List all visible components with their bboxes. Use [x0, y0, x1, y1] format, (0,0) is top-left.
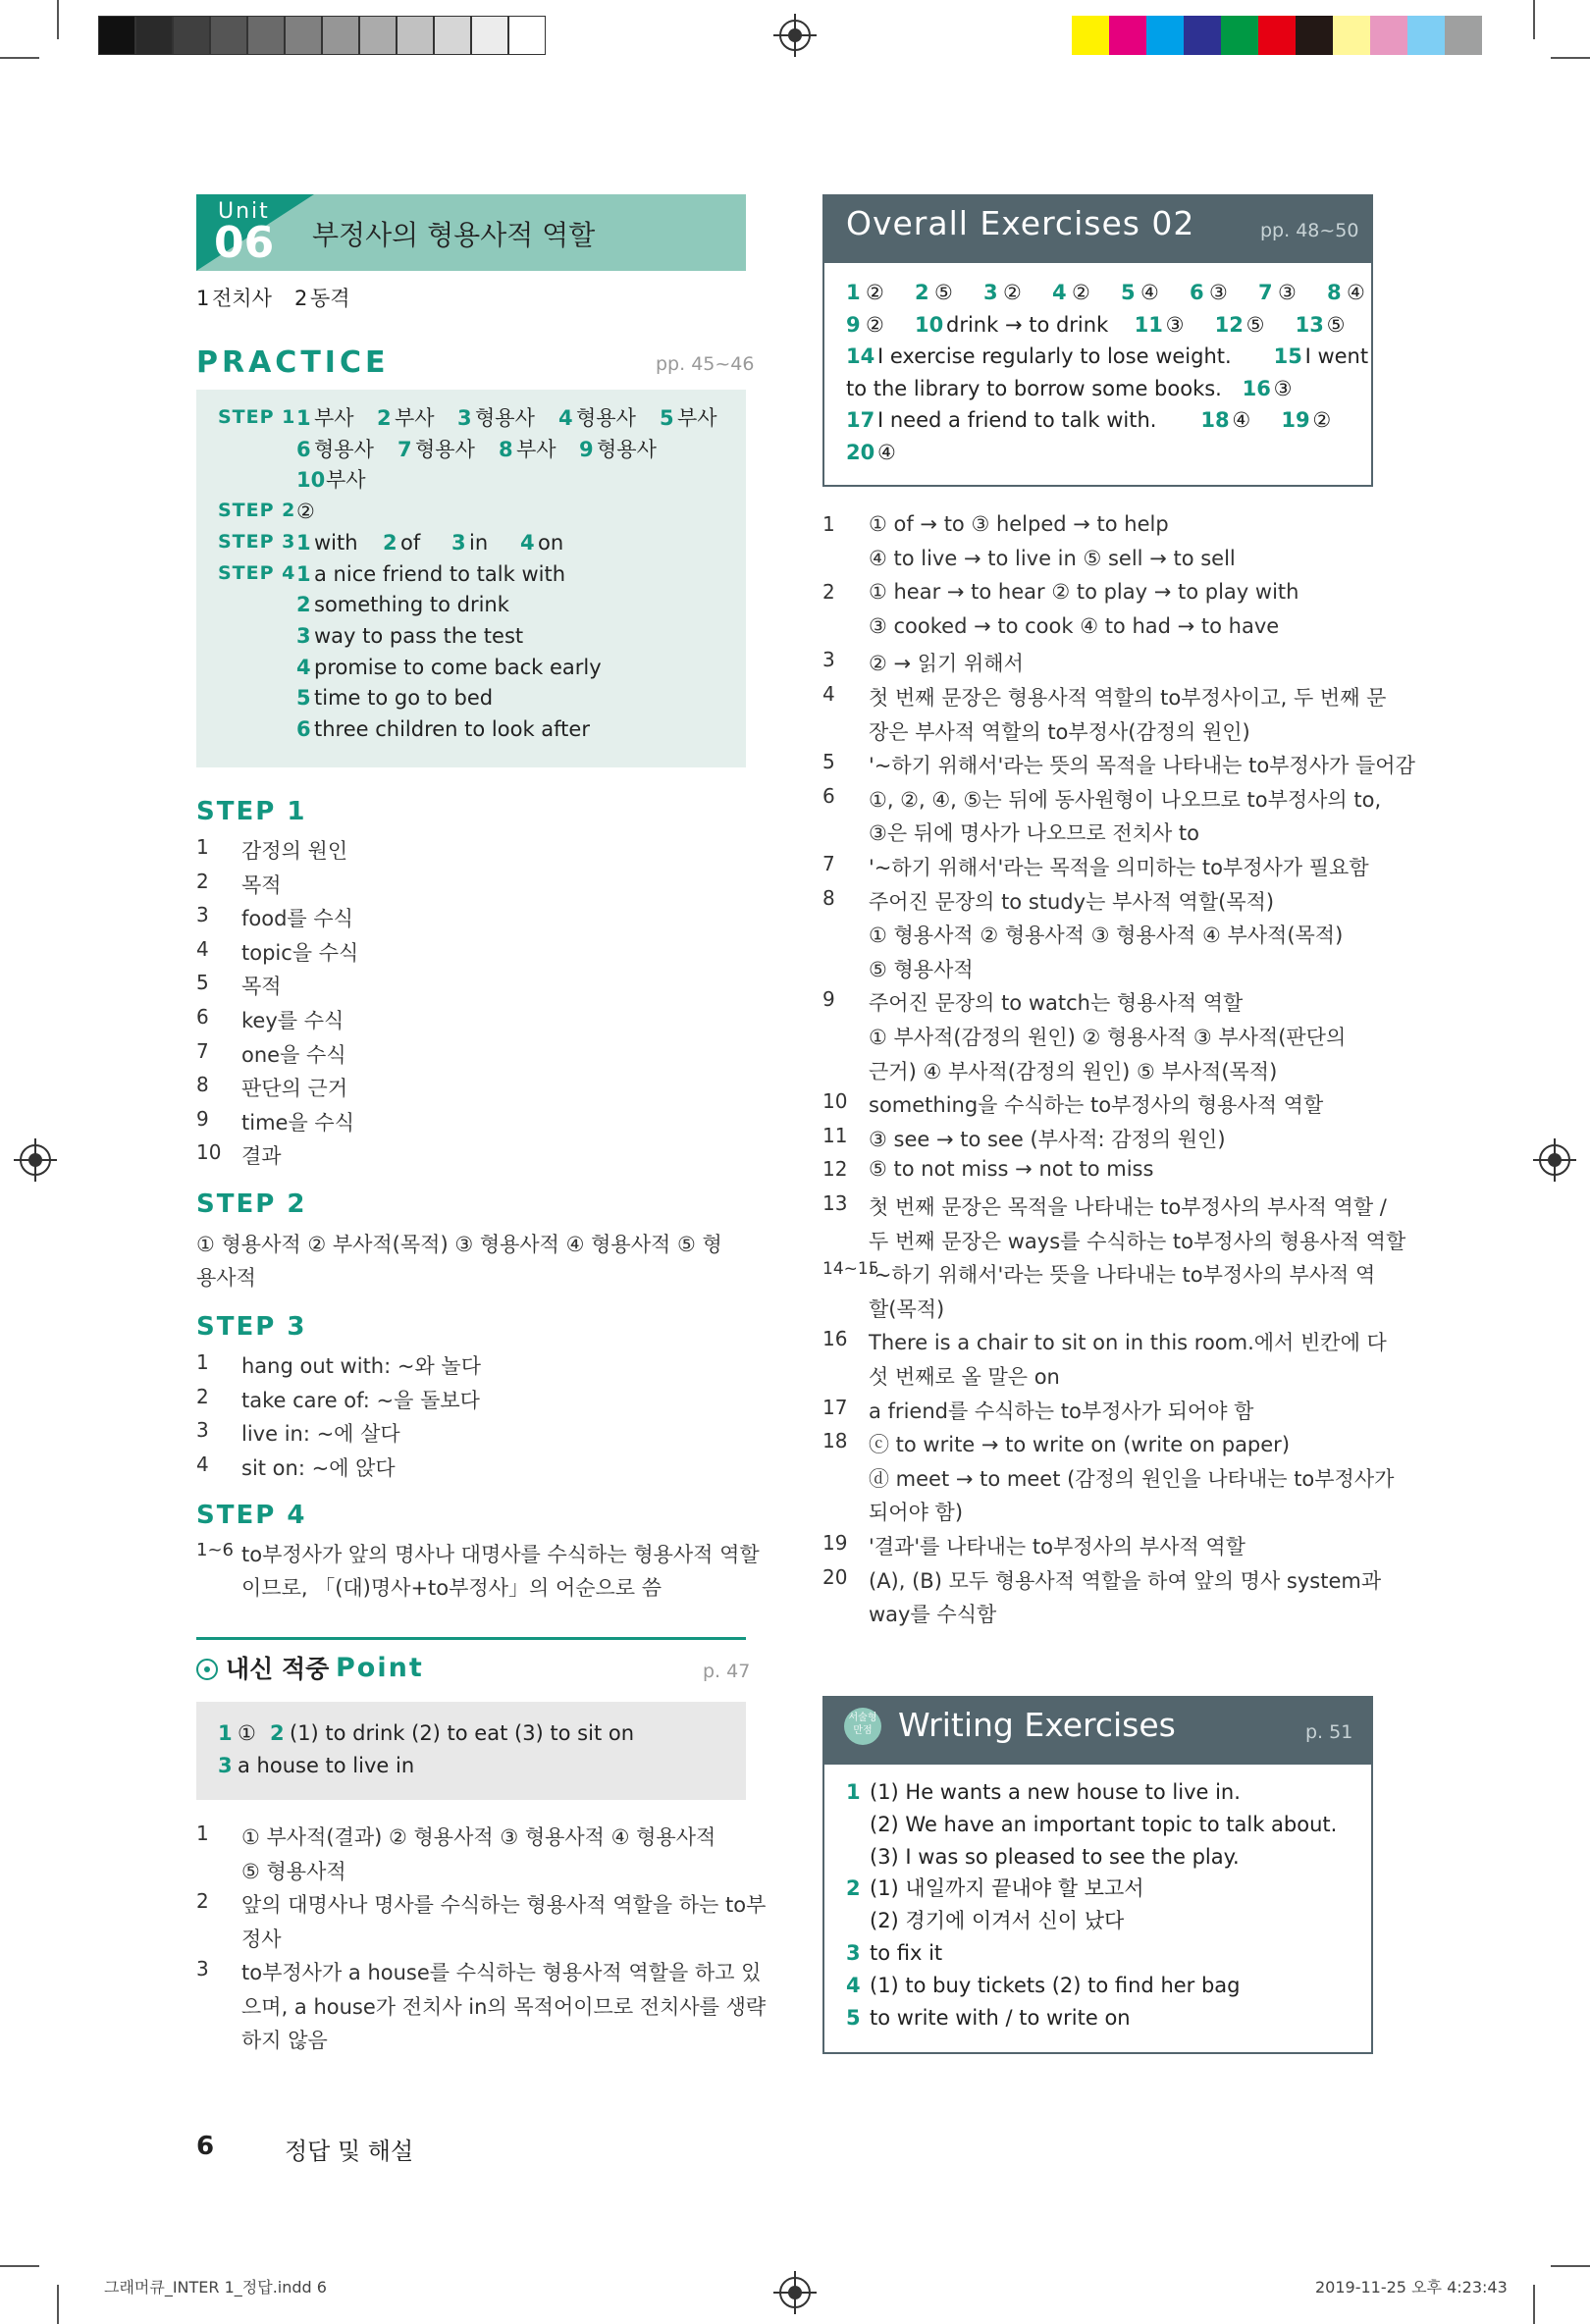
- step1-answer: key를 수식: [241, 1009, 344, 1032]
- unit-number: 06: [214, 218, 275, 268]
- practice-item-number: 4: [296, 655, 311, 679]
- step1-answer: food를 수식: [241, 907, 353, 931]
- registration-dot: [1548, 1153, 1562, 1167]
- color-swatch: [1333, 16, 1370, 55]
- step4-number: 1~6: [196, 1540, 234, 1560]
- practice-item-answer: 형용사: [415, 437, 475, 461]
- overall-answer: ⑤: [1326, 312, 1346, 337]
- overall-explanation-number: 10: [822, 1089, 848, 1114]
- overall-answer: ②: [1003, 281, 1022, 304]
- crop-mark: [0, 2265, 39, 2267]
- overall-answer-number: 14: [846, 344, 875, 368]
- point-box-number: 1: [218, 1721, 233, 1745]
- overall-explanation-number: 3: [822, 648, 835, 672]
- registration-dot: [788, 2286, 802, 2299]
- color-swatch: [1146, 16, 1184, 55]
- color-swatch: [1072, 16, 1109, 55]
- writing-answer: (1) to buy tickets (2) to find her bag: [870, 1973, 1241, 1997]
- practice-item-number: 2: [296, 593, 311, 617]
- practice-item-answer: 부사: [516, 437, 556, 461]
- overall-answer: ⑤: [1246, 312, 1265, 337]
- overall-explanation-line: ⑤ to not miss → not to miss: [869, 1157, 1154, 1182]
- step3-answer: take care of: ~을 돌보다: [241, 1388, 480, 1412]
- writing-answer: (3) I was so pleased to see the play.: [870, 1844, 1240, 1869]
- color-swatch: [1370, 16, 1407, 55]
- overall-answer-number: 18: [1200, 408, 1230, 432]
- overall-answer: ④: [1232, 408, 1251, 432]
- color-swatch: [1296, 16, 1333, 55]
- practice-item-answer: 형용사: [576, 406, 636, 430]
- overall-explanation-line: 첫 번째 문장은 목적을 나타내는 to부정사의 부사적 역할 /: [869, 1195, 1387, 1219]
- practice-item-number: 7: [398, 437, 412, 461]
- step4-line: 이므로, 「(대)명사+to부정사」의 어순으로 씀: [241, 1576, 662, 1600]
- practice-item-number: 1: [296, 530, 311, 555]
- writing-number: 5: [846, 2005, 861, 2030]
- step1-number: 6: [196, 1005, 209, 1029]
- writing-answer: (1) He wants a new house to live in.: [870, 1780, 1241, 1804]
- step1-number: 8: [196, 1073, 209, 1097]
- step2-line: 용사적: [196, 1266, 256, 1290]
- step2-line: ① 형용사적 ② 부사적(목적) ③ 형용사적 ④ 형용사적 ⑤ 형: [196, 1233, 722, 1256]
- overall-answer: to the library to borrow some books.: [846, 376, 1222, 400]
- overall-answer-number: 3: [983, 281, 998, 304]
- registration-mark: [779, 2277, 811, 2308]
- step1-answer: 결과: [241, 1144, 282, 1169]
- intro-answer: 전치사: [212, 287, 272, 310]
- overall-answer-number: 10: [915, 312, 944, 337]
- intro-number: 1: [196, 287, 210, 310]
- practice-item-number: 3: [457, 406, 472, 430]
- step3-answer: sit on: ~에 앉다: [241, 1455, 396, 1480]
- overall-explanation-line: ① of → to ③ helped → to help: [869, 512, 1169, 536]
- footer-page-number: 6: [196, 2132, 215, 2161]
- overall-explanation-line: ④ to live → to live in ⑤ sell → to sell: [869, 546, 1236, 570]
- point-item-line: 정사: [241, 1927, 282, 1951]
- step1-answer: 판단의 근거: [241, 1077, 348, 1101]
- overall-answer-number: 4: [1052, 281, 1067, 304]
- overall-explanation-line: something을 수식하는 to부정사의 형용사적 역할: [869, 1093, 1324, 1118]
- overall-answer-number: 2: [915, 281, 929, 304]
- overall-explanation-line: ① hear → to hear ② to play → to play with: [869, 580, 1299, 605]
- point-item-number: 2: [196, 1889, 209, 1913]
- writing-number: 4: [846, 1973, 861, 1997]
- practice-item-number: 2: [377, 406, 392, 430]
- gray-swatch: [359, 16, 397, 55]
- overall-answer: drink → to drink: [946, 312, 1109, 337]
- registration-mark: [779, 20, 811, 51]
- writing-answer: (1) 내일까지 끝내야 할 보고서: [870, 1876, 1144, 1901]
- practice-item-answer: with: [314, 530, 358, 555]
- practice-step-label: STEP 2: [218, 500, 296, 522]
- step3-answer: hang out with: ~와 놀다: [241, 1354, 481, 1378]
- overall-explanation-number: 11: [822, 1123, 848, 1147]
- practice-item-number: 5: [296, 686, 311, 711]
- overall-explanation-line: a friend를 수식하는 to부정사가 되어야 함: [869, 1399, 1254, 1423]
- practice-item-number: 1: [296, 561, 311, 586]
- point-item-line: to부정사가 a house를 수식하는 형용사적 역할을 하고 있: [241, 1961, 762, 1984]
- overall-answer: I went: [1304, 344, 1369, 368]
- writing-number: 1: [846, 1780, 861, 1804]
- registration-dot: [788, 28, 802, 42]
- point-divider: [196, 1637, 746, 1640]
- overall-explanation-number: 14~15: [822, 1259, 879, 1280]
- overall-explanation-line: '~하기 위해서'라는 뜻의 목적을 나타내는 to부정사가 들어감: [869, 754, 1415, 778]
- practice-item-answer: time to go to bed: [314, 686, 494, 711]
- point-box-number: 2: [270, 1721, 285, 1745]
- step1-answer: time을 수식: [241, 1110, 354, 1135]
- step1-number: 2: [196, 869, 209, 893]
- practice-item-answer: in: [469, 530, 489, 555]
- point-icon-dot: [204, 1666, 210, 1672]
- step1-answer: 목적: [241, 872, 282, 897]
- overall-answer: I exercise regularly to lose weight.: [877, 344, 1232, 368]
- overall-explanation-line: 섯 번째로 올 말은 on: [869, 1365, 1060, 1389]
- overall-explanation-line: ② → 읽기 위해서: [869, 652, 1024, 676]
- crop-mark: [0, 57, 39, 59]
- practice-item-number: 2: [383, 530, 398, 555]
- slug-file: 그래머큐_INTER 1_정답.indd 6: [104, 2278, 327, 2297]
- overall-title: Overall Exercises 02: [846, 204, 1195, 242]
- step3-number: 2: [196, 1384, 209, 1408]
- overall-answer-number: 15: [1273, 344, 1302, 368]
- step1-answer: 목적: [241, 975, 282, 999]
- overall-answer-number: 13: [1295, 312, 1324, 337]
- registration-mark: [20, 1144, 51, 1176]
- point-answer-box: [196, 1702, 746, 1800]
- writing-answer: (2) We have an important topic to talk about.: [870, 1812, 1338, 1836]
- step4-title: STEP 4: [196, 1501, 307, 1530]
- step1-answer: 감정의 원인: [241, 839, 348, 863]
- practice-step-label: STEP 4: [218, 561, 296, 584]
- step1-number: 9: [196, 1106, 209, 1131]
- point-item-line: 으며, a house가 전치사 in의 목적어이므로 전치사를 생략: [241, 1994, 767, 2019]
- practice-item-answer: 형용사: [314, 437, 374, 461]
- step3-number: 4: [196, 1452, 209, 1476]
- overall-explanation-line: 되어야 함): [869, 1501, 964, 1525]
- step3-number: 3: [196, 1418, 209, 1443]
- step2-title: STEP 2: [196, 1189, 307, 1219]
- gray-swatch: [247, 16, 285, 55]
- overall-pages: pp. 48~50: [1260, 220, 1359, 241]
- overall-explanation-number: 2: [822, 580, 835, 605]
- practice-item-answer: 부사: [314, 406, 354, 430]
- writing-answer: to fix it: [870, 1941, 943, 1965]
- overall-explanation-line: ③ see → to see (부사적: 감정의 원인): [869, 1127, 1226, 1151]
- registration-mark: [1539, 1144, 1570, 1176]
- overall-explanation-line: ⑤ 형용사적: [869, 957, 974, 981]
- practice-item-answer: of: [400, 530, 421, 555]
- overall-explanation-number: 17: [822, 1395, 848, 1419]
- practice-item-number: 3: [296, 623, 311, 648]
- step3-answer: live in: ~에 살다: [241, 1422, 400, 1447]
- overall-explanation-line: 첫 번째 문장은 형용사적 역할의 to부정사이고, 두 번째 문: [869, 686, 1387, 710]
- overall-answer: ③: [1273, 376, 1293, 400]
- point-box-answer: a house to live in: [238, 1754, 415, 1777]
- practice-item-number: 3: [451, 530, 466, 555]
- practice-item-answer: ②: [296, 500, 315, 524]
- step1-number: 7: [196, 1038, 209, 1063]
- crop-mark: [1533, 0, 1535, 39]
- point-icon: [196, 1659, 218, 1680]
- writing-title: Writing Exercises: [898, 1706, 1176, 1744]
- practice-item-number: 5: [660, 406, 674, 430]
- gray-swatch: [397, 16, 434, 55]
- practice-item-answer: a nice friend to talk with: [314, 561, 566, 586]
- step1-number: 3: [196, 903, 209, 927]
- overall-explanation-line: 장은 부사적 역할의 to부정사(감정의 원인): [869, 719, 1250, 744]
- overall-answer-number: 20: [846, 440, 875, 464]
- gray-swatch: [173, 16, 210, 55]
- registration-dot: [28, 1153, 42, 1167]
- overall-answer: ②: [1072, 281, 1090, 304]
- color-swatch: [1221, 16, 1258, 55]
- practice-item-number: 6: [296, 437, 311, 461]
- step3-number: 1: [196, 1350, 209, 1374]
- overall-explanation-line: '~하기 위해서'라는 뜻을 나타내는 to부정사의 부사적 역: [869, 1263, 1376, 1288]
- overall-explanation-number: 8: [822, 885, 835, 910]
- gray-swatch: [210, 16, 247, 55]
- overall-explanation-number: 12: [822, 1157, 848, 1182]
- practice-item-answer: 부사: [395, 406, 435, 430]
- color-swatch: [1258, 16, 1296, 55]
- step4-line: to부정사가 앞의 명사나 대명사를 수식하는 형용사적 역할: [241, 1543, 760, 1566]
- writing-answer: to write with / to write on: [870, 2005, 1131, 2030]
- writing-pages: p. 51: [1305, 1721, 1353, 1743]
- overall-explanation-number: 16: [822, 1327, 848, 1351]
- gray-swatch: [508, 16, 546, 55]
- practice-item-number: 4: [558, 406, 573, 430]
- overall-answer: ④: [1140, 281, 1159, 304]
- overall-explanation-number: 19: [822, 1531, 848, 1555]
- practice-item-number: 10: [296, 468, 326, 493]
- step1-title: STEP 1: [196, 797, 307, 826]
- color-swatch: [1109, 16, 1146, 55]
- unit-title: 부정사의 형용사적 역할: [312, 219, 596, 251]
- overall-explanation-line: 두 번째 문장은 ways를 수식하는 to부정사의 형용사적 역할: [869, 1229, 1406, 1253]
- practice-item-number: 8: [499, 437, 513, 461]
- overall-explanation-line: There is a chair to sit on in this room.에서 빈칸에 다: [869, 1331, 1387, 1355]
- overall-explanation-number: 18: [822, 1429, 848, 1453]
- point-title-kr: 내신 적중: [226, 1655, 330, 1683]
- color-swatch: [1445, 16, 1482, 55]
- overall-answer-number: 1: [846, 281, 861, 304]
- writing-number: 3: [846, 1941, 861, 1965]
- overall-answer-number: 7: [1258, 281, 1273, 304]
- overall-answer-number: 17: [846, 408, 875, 432]
- overall-answer-number: 9: [846, 312, 861, 337]
- overall-explanation-number: 7: [822, 852, 835, 875]
- gray-swatch: [135, 16, 173, 55]
- point-item-line: ① 부사적(결과) ② 형용사적 ③ 형용사적 ④ 형용사적: [241, 1825, 716, 1849]
- step1-number: 10: [196, 1140, 222, 1165]
- overall-answer-number: 16: [1242, 376, 1271, 400]
- crop-mark: [1551, 2265, 1590, 2267]
- intro-answer: 동격: [310, 287, 350, 310]
- step1-answer: one을 수식: [241, 1042, 346, 1067]
- overall-answer: ②: [866, 312, 884, 337]
- overall-answer-number: 6: [1190, 281, 1204, 304]
- practice-pages: pp. 45~46: [656, 353, 755, 375]
- practice-item-answer: something to drink: [314, 593, 509, 617]
- overall-explanation-line: 근거) ④ 부사적(감정의 원인) ⑤ 부사적(목적): [869, 1059, 1278, 1083]
- crop-mark: [57, 0, 59, 39]
- overall-explanation-line: ① 부사적(감정의 원인) ② 형용사적 ③ 부사적(판단의: [869, 1026, 1347, 1049]
- footer-label: 정답 및 해설: [285, 2138, 414, 2165]
- slug-date: 2019-11-25 오후 4:23:43: [1315, 2278, 1508, 2297]
- overall-explanation-number: 9: [822, 987, 835, 1012]
- overall-answer-number: 8: [1327, 281, 1342, 304]
- overall-explanation-line: ⓒ to write → to write on (write on paper): [869, 1433, 1291, 1457]
- writing-answer: (2) 경기에 이겨서 신이 났다: [870, 1909, 1125, 1933]
- point-item-line: 하지 않음: [241, 2029, 328, 2052]
- step1-number: 4: [196, 936, 209, 961]
- overall-answer: ②: [866, 281, 884, 304]
- overall-explanation-line: '~하기 위해서'라는 목적을 의미하는 to부정사가 필요함: [869, 856, 1369, 879]
- point-item-number: 3: [196, 1957, 209, 1981]
- point-pages: p. 47: [703, 1661, 751, 1682]
- writing-number: 2: [846, 1876, 861, 1901]
- practice-item-answer: promise to come back early: [314, 655, 602, 679]
- color-swatch: [1184, 16, 1221, 55]
- overall-answer: ④: [1347, 281, 1365, 304]
- overall-explanation-number: 5: [822, 750, 835, 774]
- color-swatch: [1407, 16, 1445, 55]
- overall-explanation-line: way를 수식함: [869, 1603, 997, 1627]
- overall-answer: ③: [1209, 281, 1228, 304]
- practice-title: PRACTICE: [196, 345, 390, 380]
- overall-explanation-line: ③은 뒤에 명사가 나오므로 전치사 to: [869, 821, 1200, 846]
- gray-swatch: [322, 16, 359, 55]
- practice-item-number: 4: [520, 530, 535, 555]
- overall-explanation-line: ① 형용사적 ② 형용사적 ③ 형용사적 ④ 부사적(목적): [869, 924, 1344, 948]
- intro-number: 2: [294, 287, 308, 310]
- writing-badge: 서술형 만점: [844, 1708, 881, 1745]
- practice-item-answer: 부사: [326, 468, 366, 493]
- unit-label: Unit: [218, 199, 270, 224]
- practice-item-number: 1: [296, 406, 311, 430]
- step3-title: STEP 3: [196, 1312, 307, 1342]
- overall-answer-number: 11: [1134, 312, 1163, 337]
- practice-item-answer: 부사: [677, 406, 717, 430]
- practice-step-label: STEP 1: [218, 406, 296, 428]
- practice-item-answer: three children to look after: [314, 717, 590, 741]
- overall-answer-number: 12: [1214, 312, 1244, 337]
- point-box-answer: ①: [238, 1721, 256, 1745]
- overall-explanation-line: 주어진 문장의 to watch는 형용사적 역할: [869, 991, 1244, 1016]
- practice-item-number: 6: [296, 717, 311, 741]
- point-item-number: 1: [196, 1822, 209, 1845]
- gray-swatch: [471, 16, 508, 55]
- overall-answer-number: 5: [1121, 281, 1136, 304]
- practice-item-number: 9: [579, 437, 594, 461]
- overall-answer: ③: [1165, 312, 1185, 337]
- overall-explanation-line: (A), (B) 모두 형용사적 역할을 하여 앞의 명사 system과: [869, 1568, 1382, 1593]
- gray-swatch: [98, 16, 135, 55]
- overall-answer-number: 19: [1281, 408, 1310, 432]
- point-item-line: 앞의 대명사나 명사를 수식하는 형용사적 역할을 하는 to부: [241, 1893, 767, 1917]
- overall-explanation-number: 13: [822, 1191, 848, 1215]
- point-box-number: 3: [218, 1754, 233, 1777]
- practice-item-answer: 형용사: [475, 406, 535, 430]
- step1-answer: topic을 수식: [241, 940, 359, 965]
- overall-answer: ④: [877, 440, 896, 464]
- crop-mark: [57, 2285, 59, 2324]
- overall-explanation-line: 할(목적): [869, 1296, 945, 1321]
- overall-explanation-line: ⓓ meet → to meet (감정의 원인을 나타내는 to부정사가: [869, 1466, 1395, 1491]
- gray-swatch: [434, 16, 471, 55]
- crop-mark: [1551, 57, 1590, 59]
- overall-explanation-number: 20: [822, 1564, 848, 1589]
- overall-answer: ③: [1278, 281, 1297, 304]
- step1-number: 5: [196, 971, 209, 995]
- overall-explanation-number: 4: [822, 682, 835, 706]
- overall-explanation-line: '결과'를 나타내는 to부정사의 부사적 역할: [869, 1535, 1246, 1558]
- overall-explanation-line: ③ cooked → to cook ④ to had → to have: [869, 613, 1280, 638]
- overall-explanation-line: ①, ②, ④, ⑤는 뒤에 동사원형이 나오므로 to부정사의 to,: [869, 787, 1382, 812]
- overall-answer: ②: [1312, 408, 1332, 432]
- gray-swatch: [285, 16, 322, 55]
- practice-step-label: STEP 3: [218, 530, 296, 553]
- overall-explanation-number: 6: [822, 783, 835, 808]
- point-box-answer: (1) to drink (2) to eat (3) to sit on: [290, 1721, 635, 1745]
- point-title-en: Point: [336, 1653, 424, 1683]
- practice-item-answer: 형용사: [597, 437, 657, 461]
- practice-item-answer: on: [538, 530, 564, 555]
- overall-answer: I need a friend to talk with.: [877, 408, 1157, 432]
- overall-answer: ⑤: [934, 281, 953, 304]
- step1-number: 1: [196, 835, 209, 859]
- overall-explanation-number: 1: [822, 512, 835, 536]
- crop-mark: [1533, 2285, 1535, 2324]
- overall-explanation-line: 주어진 문장의 to study는 부사적 역할(목적): [869, 889, 1275, 914]
- practice-item-answer: way to pass the test: [314, 623, 524, 648]
- point-item-line: ⑤ 형용사적: [241, 1859, 346, 1883]
